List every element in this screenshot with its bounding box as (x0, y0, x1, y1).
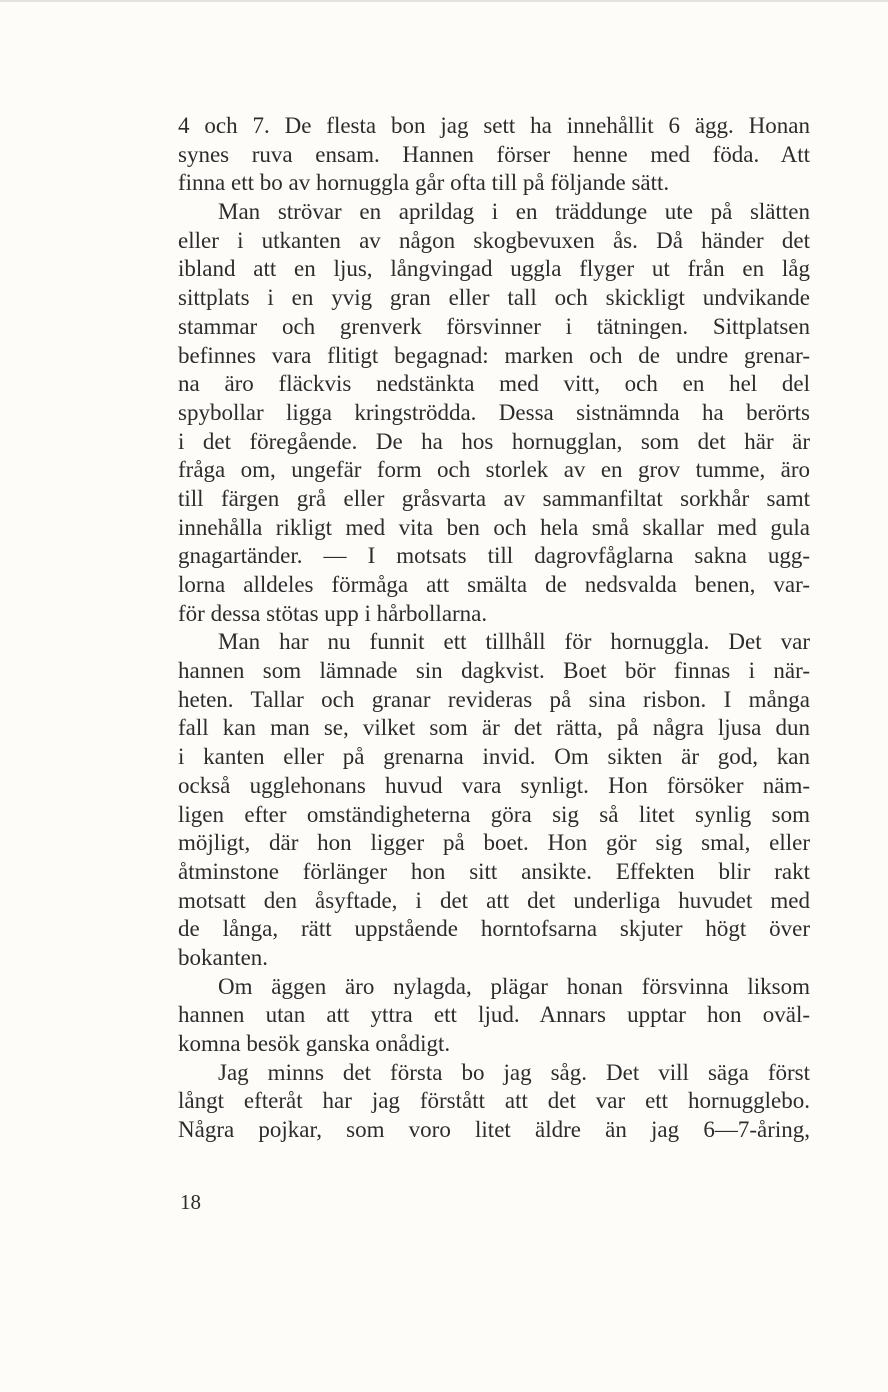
text-line: i det föregående. De ha hos hornugglan, som det här är (178, 428, 810, 454)
text-line: lorna alldeles förmåga att smälta de nedsvalda benen, var- (178, 572, 810, 597)
text-line: eller i utkanten av någon skogbevuxen ås. Då händer det (178, 227, 810, 253)
text-line: hannen utan att yttra ett ljud. Annars upptar hon oväl- (178, 1002, 810, 1028)
text-line: också ugglehonans huvud vara synligt. Hon försöker näm- (178, 772, 810, 798)
text-line: 4 och 7. De flesta bon jag sett ha innehållit 6 ägg. Honan (178, 113, 810, 138)
text-line: gnagartänder. — I motsats till dagrovfåglarna sakna ugg- (178, 543, 810, 569)
text-line: sittplats i en yvig gran eller tall och skickligt undvikande (178, 285, 810, 311)
text-line: stammar och grenverk försvinner i tätningen. Sittplatsen (178, 313, 810, 339)
text-line: finna ett bo av hornuggla går ofta till på följande sätt. (178, 170, 670, 196)
text-line: motsatt den åsyftade, i det att det underliga huvudet med (178, 887, 810, 913)
text-line: befinnes vara flitigt begagnad: marken och de undre grenar- (178, 342, 810, 368)
text-line: Om äggen äro nylagda, plägar honan försvinna liksom (218, 973, 810, 999)
text-line: synes ruva ensam. Hannen förser henne med föda. Att (178, 141, 810, 167)
text-line: heten. Tallar och granar revideras på sina risbon. I många (178, 686, 810, 712)
text-line: Några pojkar, som voro litet äldre än jag 6—7-åring, (178, 1117, 810, 1143)
text-line: Jag minns det första bo jag såg. Det vill säga först (218, 1059, 810, 1085)
text-line: spybollar ligga kringströdda. Dessa sistnämnda ha berörts (178, 399, 810, 425)
text-line: fall kan man se, vilket som är det rätta, på några ljusa dun (178, 715, 810, 741)
text-line: Man strövar en aprildag i en träddunge ute på slätten (218, 199, 810, 225)
text-line: möjligt, där hon ligger på boet. Hon gör sig smal, eller (178, 830, 810, 856)
text-line: i kanten eller på grenarna invid. Om sikten är god, kan (178, 744, 810, 770)
text-line: till färgen grå eller gråsvarta av sammanfiltat sorkhår samt (178, 485, 810, 511)
body-text (178, 112, 810, 1145)
text-line: långt efteråt har jag förstått att det var ett hornugglebo. (178, 1088, 810, 1114)
text-line: bokanten. (178, 944, 269, 970)
text-line: komna besök ganska onådigt. (178, 1031, 451, 1056)
page-number: 18 (180, 1190, 201, 1214)
text-line: ligen efter omständigheterna göra sig så litet synlig som (178, 801, 810, 827)
text-line: fråga om, ungefär form och storlek av en grov tumme, äro (178, 457, 810, 483)
text-line: ibland att en ljus, långvingad uggla flyger ut från en låg (178, 256, 810, 282)
text-line: na äro fläckvis nedstänkta med vitt, och en hel del (178, 371, 810, 397)
page-top-edge (0, 0, 888, 2)
text-line: de långa, rätt uppstående horntofsarna skjuter högt över (178, 916, 810, 942)
text-line: åtminstone förlänger hon sitt ansikte. Effekten blir rakt (178, 858, 810, 884)
text-line: Man har nu funnit ett tillhåll för hornuggla. Det var (218, 629, 810, 655)
text-line: för dessa stötas upp i hårbollarna. (178, 600, 488, 626)
text-line: innehålla rikligt med vita ben och hela små skallar med gula (178, 514, 810, 540)
text-line: hannen som lämnade sin dagkvist. Boet bör finnas i när- (178, 658, 810, 684)
